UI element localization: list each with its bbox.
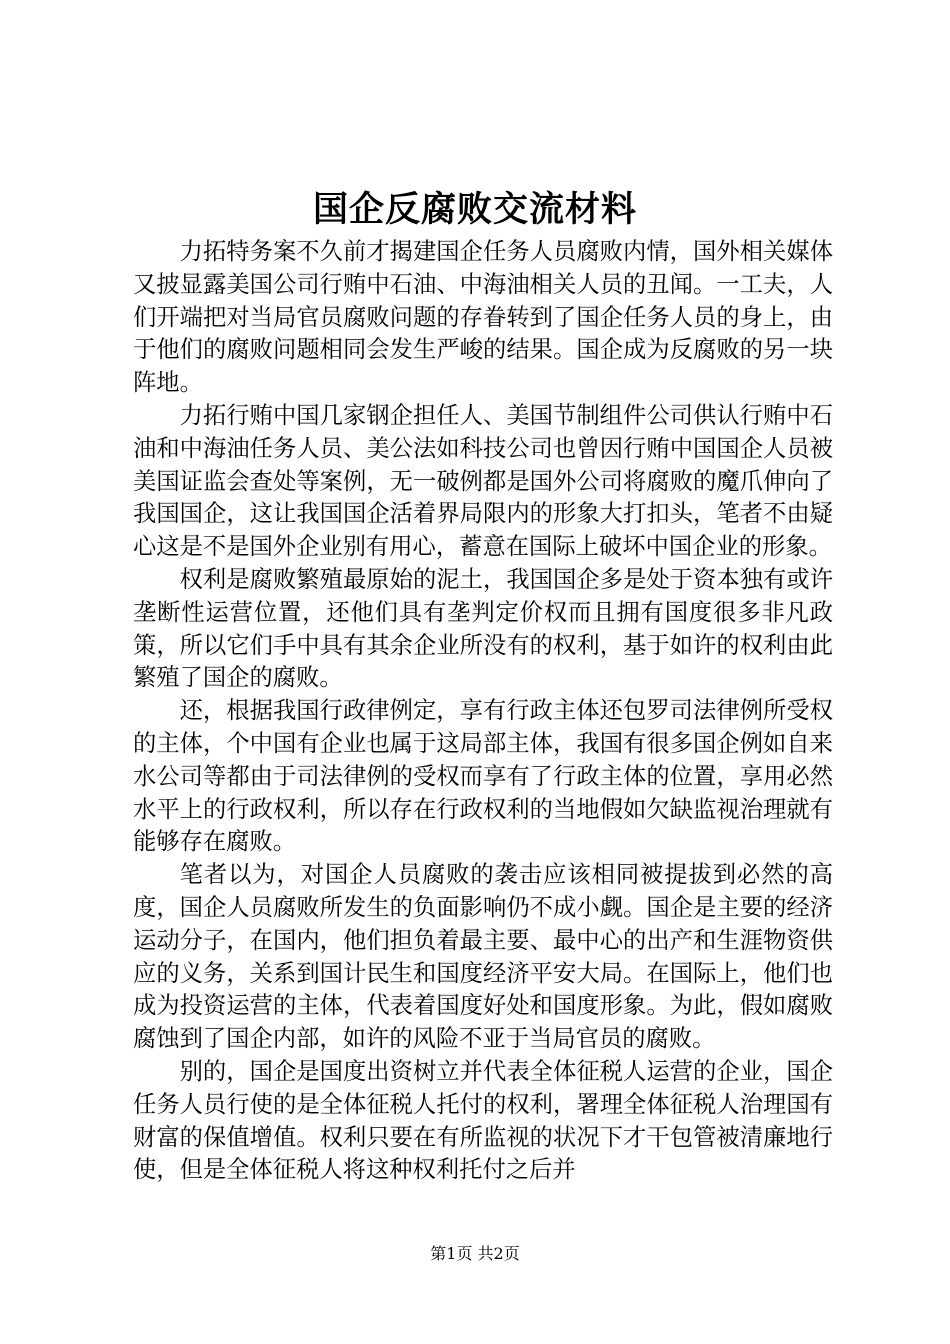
- document-body: [133, 236, 833, 1187]
- paragraph-6: 别的，国企是国度出资树立并代表全体征税人运营的企业，国企任务人员行使的是全体征税人托付的权利，署理全体征税人治理国有财富的保值增值。权利只要在有所监视的状况下才干包管被清廉地行使，但是全体征税人将这种权利托付之后并: [133, 1057, 833, 1184]
- page-footer: 第1页 共2页: [430, 1244, 520, 1263]
- paragraph-3: 权利是腐败繁殖最原始的泥土，我国国企多是处于资本独有或许垄断性运营位置，还他们具有垄判定价权而且拥有国度很多非凡政策，所以它们手中具有其余企业所没有的权利，基于如许的权利由此繁殖了国企的腐败。: [133, 565, 833, 692]
- paragraph-1: 力拓特务案不久前才揭建国企任务人员腐败内情，国外相关媒体又披显露美国公司行贿中石油、中海油相关人员的丑闻。一工夫，人们开端把对当局官员腐败问题的存眷转到了国企任务人员的身上，由于他们的腐败问题相同会发生严峻的结果。国企成为反腐败的另一块阵地。: [133, 238, 833, 397]
- document-title: 国企反腐败交流材料: [312, 189, 637, 230]
- paragraph-2: 力拓行贿中国几家钢企担任人、美国节制组件公司供认行贿中石油和中海油任务人员、美公法如科技公司也曾因行贿中国国企人员被美国证监会查处等案例，无一破例都是国外公司将腐败的魔爪伸向了我国国企，这让我国国企活着界局限内的形象大打扣头，笔者不由疑心这是不是国外企业别有用心，蓄意在国际上破坏中国企业的形象。: [133, 401, 833, 561]
- paragraph-4: 还，根据我国行政律例定，享有行政主体还包罗司法律例所受权的主体，个中国有企业也属于这局部主体，我国有很多国企例如自来水公司等都由于司法律例的受权而享有了行政主体的位置，享用必然水平上的行政权利，所以存在行政权利的当地假如欠缺监视治理就有能够存在腐败。: [133, 697, 833, 856]
- paragraph-5: 笔者以为，对国企人员腐败的袭击应该相同被提拔到必然的高度，国企人员腐败所发生的负面影响仍不成小觑。国企是主要的经济运动分子，在国内，他们担负着最主要、最中心的出产和生涯物资供应的义务，关系到国计民生和国度经济平安大局。在国际上，他们也成为投资运营的主体，代表着国度好处和国度形象。为此，假如腐败腐蚀到了国企内部，如许的风险不亚于当局官员的腐败。: [133, 861, 833, 1053]
